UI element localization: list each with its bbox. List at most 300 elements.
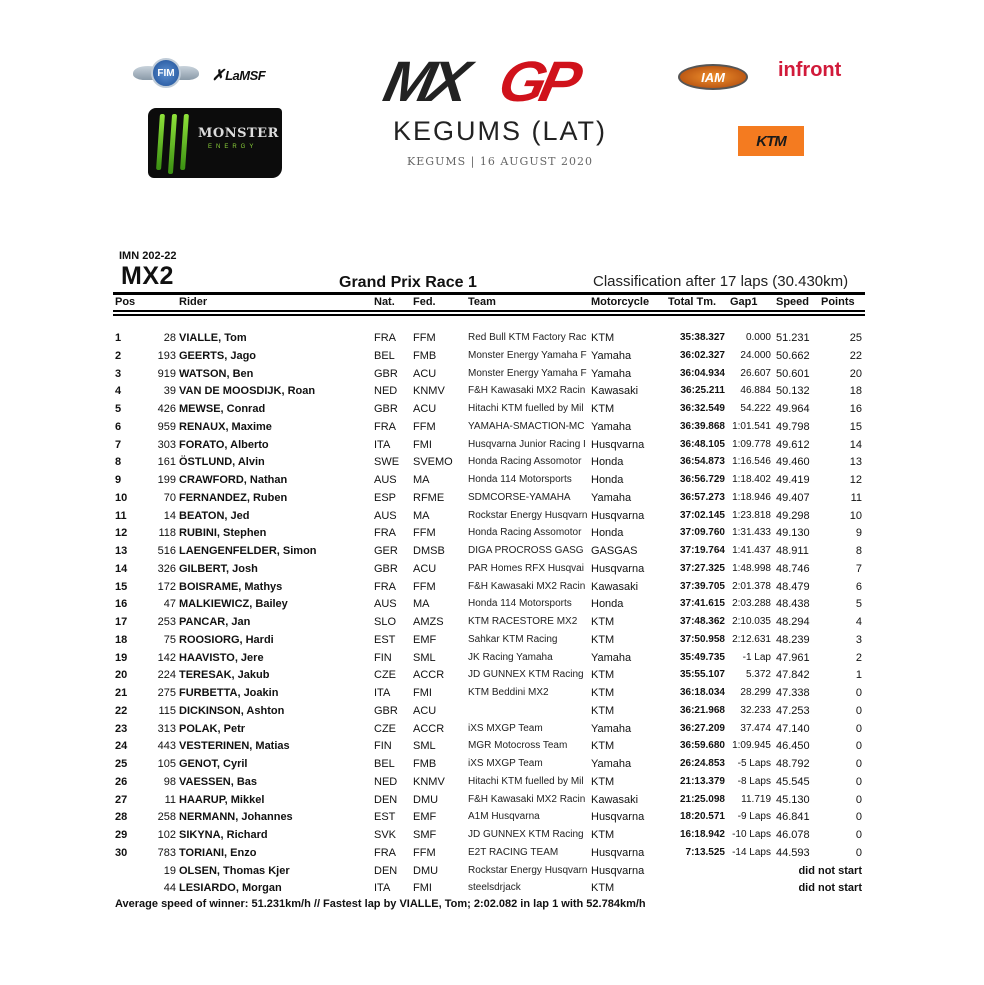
gap: 37.474 [740, 722, 771, 734]
gap: 1:18.946 [732, 491, 771, 503]
classification-info: Classification after 17 laps (30.430km) [593, 273, 849, 290]
col-header-fed: Fed. [413, 296, 436, 308]
nationality: ITA [374, 438, 391, 451]
nationality: FRA [374, 420, 396, 433]
total-time: 36:21.968 [679, 704, 725, 716]
table-row [0, 758, 984, 775]
table-row [0, 581, 984, 598]
position: 8 [115, 456, 122, 469]
motorcycle: Yamaha [591, 651, 632, 664]
federation: RFME [413, 491, 445, 504]
total-time: 16:18.942 [679, 829, 725, 840]
class-name: MX2 [121, 262, 174, 290]
speed: 47.253 [776, 704, 810, 717]
position: 6 [115, 420, 122, 433]
motorcycle: KTM [591, 633, 615, 646]
speed: 47.338 [776, 687, 810, 699]
total-time: 36:59.680 [679, 740, 725, 752]
nationality: SWE [374, 456, 400, 469]
federation: ACU [413, 562, 437, 575]
rider-name: BEATON, Jed [179, 509, 250, 522]
race-number: 75 [163, 633, 176, 646]
team-name: KTM Beddini MX2 [468, 687, 549, 698]
total-time: 36:04.934 [679, 367, 725, 379]
motorcycle: Yamaha [591, 367, 632, 380]
speed: 49.798 [776, 420, 810, 433]
total-time: 37:09.760 [679, 527, 725, 539]
team-name: A1M Husqvarna [468, 811, 540, 823]
speed: 48.438 [776, 598, 810, 611]
total-time: 35:38.327 [679, 332, 725, 343]
rider-name: TORIANI, Enzo [179, 846, 257, 859]
table-row [0, 368, 984, 385]
gap: -8 Laps [737, 775, 771, 787]
team-name: F&H Kawasaki MX2 Racin [468, 580, 586, 592]
federation: SMF [413, 829, 437, 841]
header-rule-top [113, 292, 865, 295]
race-number: 11 [164, 793, 176, 806]
table-row [0, 740, 984, 757]
nationality: AUS [374, 474, 397, 486]
table-row [0, 332, 984, 349]
position: 9 [115, 474, 122, 486]
position: 23 [115, 722, 128, 735]
points: 5 [855, 598, 862, 611]
position: 22 [115, 704, 128, 717]
speed: 48.746 [776, 562, 810, 575]
race-number: 161 [157, 456, 176, 469]
race-number: 14 [163, 509, 176, 522]
race-number: 303 [157, 438, 176, 451]
rider-name: RENAUX, Maxime [179, 420, 272, 433]
race-number: 39 [163, 385, 176, 398]
gap: 46.884 [740, 385, 771, 397]
rider-name: VIALLE, Tom [179, 332, 247, 344]
points: 0 [855, 829, 862, 841]
position: 27 [115, 793, 128, 806]
header-rule-bottom [113, 310, 865, 312]
gap: -1 Lap [742, 651, 771, 663]
gap: -14 Laps [732, 846, 771, 858]
table-row [0, 385, 984, 402]
table-row [0, 687, 984, 704]
team-name: Hitachi KTM fuelled by Mil [468, 775, 584, 787]
points: 12 [849, 474, 862, 486]
lamsf-text: LaMSF [225, 68, 266, 83]
speed: 50.601 [776, 367, 810, 380]
gap: 32.233 [740, 704, 771, 716]
speed: 50.132 [776, 385, 810, 398]
motorcycle: GASGAS [591, 545, 638, 557]
rider-name: WATSON, Ben [179, 367, 254, 380]
race-number: 172 [157, 580, 176, 593]
rider-name: FERNANDEZ, Ruben [179, 491, 288, 504]
race-number: 443 [157, 740, 176, 753]
position: 25 [115, 758, 128, 770]
team-name: Honda 114 Motorsports [468, 598, 572, 610]
nationality: FRA [374, 332, 396, 344]
position: 20 [115, 669, 128, 682]
team-name: Honda 114 Motorsports [468, 474, 572, 485]
col-header-pos: Pos [115, 296, 136, 308]
gap: 1:41.437 [732, 545, 771, 556]
gap: 1:23.818 [732, 509, 771, 521]
total-time: 36:54.873 [679, 456, 725, 468]
rider-name: DICKINSON, Ashton [179, 704, 285, 717]
table-row [0, 421, 984, 438]
position: 15 [115, 580, 128, 593]
gap: 1:16.546 [732, 456, 771, 468]
federation: FMI [413, 687, 432, 699]
federation: FFM [413, 420, 436, 433]
nationality: FIN [374, 740, 392, 753]
team-name: Red Bull KTM Factory Rac [468, 332, 587, 343]
race-number: 47 [163, 598, 176, 611]
nationality: DEN [374, 793, 398, 806]
motorcycle: KTM [591, 616, 615, 628]
nationality: EST [374, 633, 396, 646]
gap: 28.299 [740, 687, 771, 698]
position: 2 [115, 349, 122, 362]
table-row [0, 776, 984, 793]
team-name: Sahkar KTM Racing [468, 633, 558, 645]
points: 13 [849, 456, 862, 469]
points: 6 [855, 580, 862, 593]
gap: -9 Laps [737, 811, 771, 823]
motorcycle: Kawasaki [591, 385, 639, 398]
total-time: 37:02.145 [679, 509, 725, 521]
race-number: 98 [163, 775, 176, 788]
rider-name: BOISRAME, Mathys [179, 580, 283, 593]
nationality: ITA [374, 687, 391, 699]
total-time: 7:13.525 [685, 846, 725, 858]
team-name: JD GUNNEX KTM Racing [468, 669, 584, 681]
federation: FMI [413, 438, 432, 451]
iam-logo: IAM [678, 64, 748, 90]
race-number: 313 [157, 722, 176, 735]
table-row [0, 811, 984, 828]
motorcycle: KTM [591, 403, 615, 415]
speed: 49.612 [776, 438, 810, 451]
total-time: 18:20.571 [679, 811, 725, 823]
nationality: CZE [374, 722, 396, 735]
venue-title: KEGUMS (LAT) [392, 116, 607, 146]
position: 21 [115, 687, 128, 699]
gap: 2:12.631 [732, 633, 771, 645]
rider-name: TERESAK, Jakub [179, 669, 270, 682]
motorcycle: Honda [591, 474, 624, 486]
table-row-dns [0, 865, 984, 882]
speed: 46.078 [776, 829, 810, 841]
position: 12 [115, 527, 128, 540]
federation: ACU [413, 403, 437, 415]
monster-claw-icon [156, 114, 165, 170]
motorcycle: Husqvarna [591, 864, 645, 877]
nationality: FRA [374, 580, 396, 593]
nationality: FRA [374, 846, 396, 859]
speed: 48.792 [776, 758, 810, 770]
position: 26 [115, 775, 128, 788]
team-name: Honda Racing Assomotor [468, 527, 582, 539]
total-time: 36:32.549 [679, 403, 725, 414]
team-name: F&H Kawasaki MX2 Racin [468, 793, 586, 805]
lamsf-figure-icon: ✗ [212, 67, 225, 84]
points: 18 [849, 385, 862, 398]
points: 10 [849, 509, 862, 522]
points: 0 [855, 722, 862, 735]
nationality: FIN [374, 651, 392, 664]
table-row [0, 616, 984, 633]
team-name: KTM RACESTORE MX2 [468, 616, 578, 627]
speed: 50.662 [776, 349, 810, 362]
position: 19 [115, 651, 128, 664]
motorcycle: Yamaha [591, 349, 632, 362]
motorcycle: KTM [591, 687, 615, 699]
team-name: JD GUNNEX KTM Racing [468, 829, 584, 840]
race-number: 70 [163, 491, 176, 504]
race-number: 516 [157, 545, 176, 557]
total-time: 36:56.729 [679, 474, 725, 485]
motorcycle: Yamaha [591, 722, 632, 735]
motorcycle: Yamaha [591, 758, 632, 770]
monster-word: MONSTER [198, 126, 279, 141]
col-header-motorcycle: Motorcycle [591, 296, 650, 308]
gap: 1:18.402 [732, 474, 771, 485]
rider-name: VESTERINEN, Matias [179, 740, 290, 753]
table-row [0, 847, 984, 864]
table-row [0, 723, 984, 740]
points: 14 [849, 438, 862, 451]
federation: DMU [413, 864, 439, 877]
rider-name: FURBETTA, Joakin [179, 687, 279, 699]
motorcycle: Husqvarna [591, 509, 645, 522]
position: 7 [115, 438, 122, 451]
federation: EMF [413, 633, 437, 646]
motorcycle: Yamaha [591, 420, 632, 433]
nationality: GER [374, 545, 398, 557]
speed: 45.130 [776, 793, 810, 806]
position: 18 [115, 633, 128, 646]
gap: 1:31.433 [732, 527, 771, 539]
total-time: 37:41.615 [679, 598, 725, 610]
table-row [0, 474, 984, 491]
table-row [0, 563, 984, 580]
points: 4 [855, 616, 862, 628]
table-row [0, 527, 984, 544]
table-row [0, 829, 984, 846]
nationality: AUS [374, 598, 397, 611]
team-name: iXS MXGP Team [468, 758, 543, 769]
total-time: 37:50.958 [679, 633, 725, 645]
speed: 49.964 [776, 403, 810, 415]
col-header-gap: Gap1 [730, 296, 758, 308]
race-number: 115 [158, 704, 176, 717]
federation: FMB [413, 758, 437, 770]
team-name: Husqvarna Junior Racing I [468, 438, 586, 450]
speed: 49.419 [776, 474, 810, 486]
federation: KNMV [413, 775, 445, 788]
federation: FMI [413, 882, 432, 895]
rider-name: ROOSIORG, Hardi [179, 633, 274, 646]
gap: 2:01.378 [732, 580, 771, 592]
race-number: 142 [157, 651, 176, 664]
nationality: GBR [374, 403, 398, 415]
gap: 5.372 [745, 669, 771, 681]
points: 0 [855, 811, 862, 824]
monster-claw-icon [180, 114, 189, 170]
motorcycle: KTM [591, 704, 615, 717]
nationality: CZE [374, 669, 396, 682]
rider-name: POLAK, Petr [179, 722, 246, 735]
rider-name: MEWSE, Conrad [179, 403, 266, 415]
federation: SML [413, 651, 436, 664]
race-number: 193 [157, 349, 176, 362]
gap: 0.000 [745, 332, 771, 343]
team-name: SDMCORSE-YAMAHA [468, 491, 571, 503]
table-row [0, 669, 984, 686]
nationality: GBR [374, 367, 398, 380]
gap: 11.719 [741, 793, 771, 805]
imn-code: IMN 202-22 [119, 250, 177, 262]
speed: 47.961 [776, 651, 810, 664]
position: 10 [115, 491, 128, 504]
position: 4 [115, 385, 122, 398]
status-text: did not start [798, 864, 862, 877]
points: 9 [855, 527, 862, 540]
team-name: steelsdrjack [468, 882, 521, 894]
team-name: F&H Kawasaki MX2 Racin [468, 385, 586, 397]
position: 3 [115, 367, 122, 380]
federation: EMF [413, 811, 437, 824]
col-header-rider: Rider [179, 296, 208, 308]
race-number: 105 [157, 758, 176, 770]
speed: 49.460 [776, 456, 810, 469]
speed: 49.298 [776, 509, 810, 522]
federation: SML [413, 740, 436, 753]
rider-name: GENOT, Cyril [179, 758, 248, 770]
federation: FFM [413, 527, 436, 540]
position: 29 [115, 829, 128, 841]
team-name: MGR Motocross Team [468, 740, 568, 752]
team-name: iXS MXGP Team [468, 722, 543, 734]
race-number: 326 [157, 562, 176, 575]
table-row-dns [0, 882, 984, 899]
col-header-nat: Nat. [374, 296, 395, 308]
table-row [0, 634, 984, 651]
federation: ACU [413, 704, 437, 717]
col-header-total-time: Total Tm. [668, 296, 717, 308]
points: 25 [849, 332, 862, 344]
race-number: 19 [163, 864, 176, 877]
motorcycle: Husqvarna [591, 811, 645, 824]
speed: 44.593 [776, 846, 810, 859]
mxgp-logo-gp: GP [493, 49, 582, 114]
col-header-team: Team [468, 296, 496, 308]
motorcycle: Honda [591, 456, 624, 469]
speed: 48.294 [776, 616, 810, 628]
total-time: 36:27.209 [679, 722, 725, 734]
total-time: 37:39.705 [679, 580, 725, 592]
team-name: Rockstar Energy Husqvarn [468, 509, 588, 521]
venue-subtitle: KEGUMS | 16 AUGUST 2020 [407, 155, 593, 168]
motorcycle: KTM [591, 829, 615, 841]
position: 24 [115, 740, 128, 753]
motorcycle: Honda [591, 527, 624, 540]
fim-logo [133, 58, 199, 90]
federation: AMZS [413, 616, 444, 628]
rider-name: GILBERT, Josh [179, 562, 258, 575]
race-number: 199 [157, 474, 176, 486]
gap: 2:10.035 [732, 616, 771, 627]
speed: 45.545 [776, 775, 810, 788]
nationality: BEL [374, 758, 395, 770]
position: 17 [115, 616, 128, 628]
points: 3 [855, 633, 862, 646]
rider-name: LESIARDO, Morgan [179, 882, 282, 895]
speed: 48.911 [776, 545, 809, 557]
rider-name: NERMANN, Johannes [179, 811, 293, 824]
total-time: 37:19.764 [679, 545, 725, 556]
table-row [0, 456, 984, 473]
total-time: 36:48.105 [679, 438, 725, 450]
total-time: 36:25.211 [680, 385, 725, 397]
table-row [0, 510, 984, 527]
team-name: JK Racing Yamaha [468, 651, 553, 663]
race-number: 253 [157, 616, 176, 628]
motorcycle: KTM [591, 669, 615, 682]
race-number: 783 [157, 846, 176, 859]
table-row [0, 492, 984, 509]
col-header-speed: Speed [776, 296, 810, 308]
rider-name: LAENGENFELDER, Simon [179, 545, 317, 557]
total-time: 37:27.325 [679, 562, 725, 574]
race-number: 258 [157, 811, 176, 824]
federation: FFM [413, 846, 436, 859]
nationality: FRA [374, 527, 396, 540]
points: 15 [849, 420, 862, 433]
federation: FMB [413, 349, 437, 362]
rider-name: VAESSEN, Bas [179, 775, 258, 788]
rider-name: GEERTS, Jago [179, 349, 257, 362]
total-time: 37:48.362 [679, 616, 725, 627]
ktm-logo: KTM [738, 126, 804, 156]
points: 8 [855, 545, 862, 557]
speed: 47.842 [776, 669, 810, 682]
table-row [0, 439, 984, 456]
mxgp-logo-mx: MX [378, 49, 470, 114]
nationality: DEN [374, 864, 398, 877]
motorcycle: Yamaha [591, 491, 632, 504]
federation: FFM [413, 580, 436, 593]
nationality: GBR [374, 704, 398, 717]
position: 28 [115, 811, 128, 824]
position: 14 [115, 562, 128, 575]
team-name: E2T RACING TEAM [468, 846, 559, 858]
race-number: 44 [163, 882, 176, 895]
total-time: 21:13.379 [679, 775, 725, 787]
points: 0 [855, 793, 862, 806]
rider-name: HAARUP, Mikkel [179, 793, 265, 806]
team-name: Hitachi KTM fuelled by Mil [468, 403, 584, 414]
rider-name: VAN DE MOOSDIJK, Roan [179, 385, 316, 398]
race-summary-footer: Average speed of winner: 51.231km/h // Fastest lap by VIALLE, Tom; 2:02.082 in lap 1 with 52.784km/h [115, 898, 646, 910]
total-time: 26:24.853 [679, 758, 725, 769]
fim-disc: FIM [151, 58, 181, 88]
federation: DMSB [413, 545, 445, 557]
gap: 2:03.288 [732, 598, 771, 610]
total-time: 35:55.107 [679, 669, 725, 681]
race-number: 102 [157, 829, 176, 841]
